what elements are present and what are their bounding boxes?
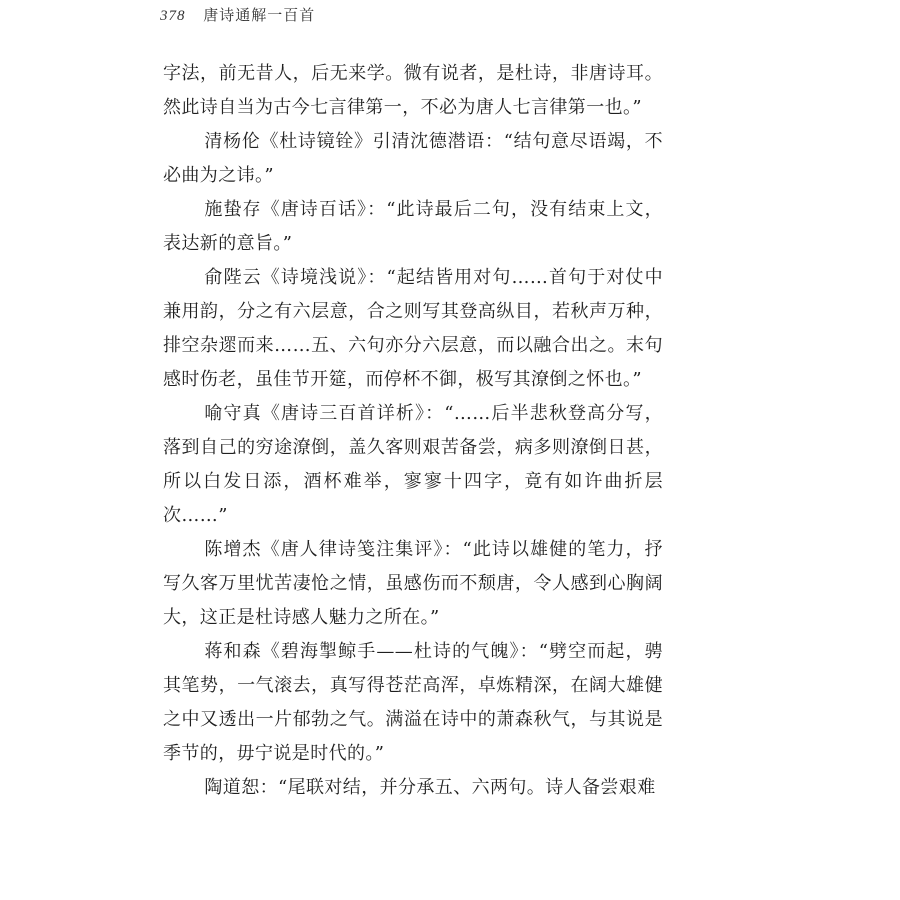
paragraph-yang-lun: 清杨伦《杜诗镜铨》引清沈德潜语：“结句意尽语竭，不必曲为之讳。”	[163, 131, 663, 186]
page-number: 378	[160, 8, 186, 24]
paragraph-jiang-hesen: 蒋和森《碧海掣鲸手——杜诗的气魄》：“劈空而起，骋其笔势，一气滚去，真写得苍茫高浑，卓炼精深，在阔大雄健之中又透出一片郁勃之气。满溢在诗中的萧森秋气，与其说是季节的，毋宁说是时代的。”	[163, 641, 663, 764]
body-text	[163, 57, 663, 805]
paragraph-shi-zhecun: 施蛰存《唐诗百话》：“此诗最后二句，没有结束上文，表达新的意旨。”	[163, 199, 663, 254]
running-head	[160, 5, 315, 26]
paragraph-tao-daoshu: 陶道恕：“尾联对结，并分承五、六两句。诗人备尝艰难	[204, 777, 656, 798]
paragraph-yu-shouzhen: 喻守真《唐诗三百首详析》：“……后半悲秋登高分写，落到自己的穷途潦倒，盖久客则艰苦备尝，病多则潦倒日甚，所以白发日添，酒杯难举，寥寥十四字，竟有如许曲折层次……”	[163, 403, 663, 526]
paragraph-chen-zengjie: 陈增杰《唐人律诗笺注集评》：“此诗以雄健的笔力，抒写久客万里忧苦凄怆之情，虽感伤而不颓唐，令人感到心胸阔大，这正是杜诗感人魅力之所在。”	[163, 539, 663, 628]
paragraph-yu-biyun: 俞陛云《诗境浅说》：“起结皆用对句……首句于对仗中兼用韵，分之有六层意，合之则写其登高纵目，若秋声万种，排空杂遝而来……五、六句亦分六层意，而以融合出之。末句感时伤老，虽佳节开筵，而停杯不御，极写其潦倒之怀也。”	[163, 267, 663, 390]
book-title: 唐诗通解一百首	[203, 6, 316, 24]
paragraph-continued: 字法，前无昔人，后无来学。微有说者，是杜诗，非唐诗耳。然此诗自当为古今七言律第一，不必为唐人七言律第一也。”	[163, 63, 663, 118]
